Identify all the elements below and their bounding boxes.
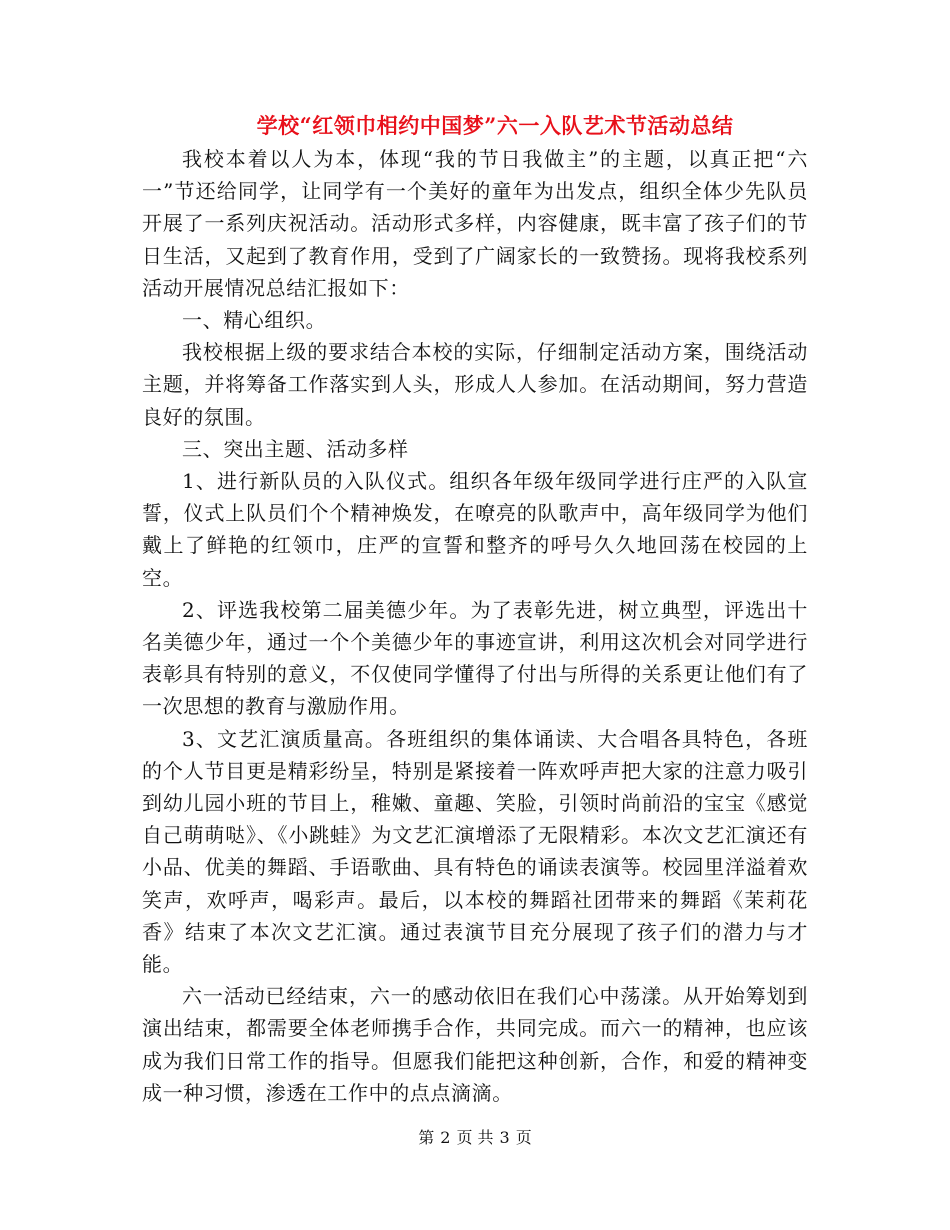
paragraph-item-3: 3、文艺汇演质量高。各班组织的集体诵读、大合唱各具特色，各班的个人节目更是精彩纷呈，特别是紧接着一阵欢呼声把大家的注意力吸引到幼儿园小班的节目上，稚嫩、童趣、笑脸，引领时尚前沿的宝宝《感觉自己萌萌哒》、《小跳蛙》为文艺汇演增添了无限精彩。本次文艺汇演还有小品、优美的舞蹈、手语歌曲、具有特色的诵读表演等。校园里洋溢着欢笑声，欢呼声，喝彩声。最后，以本校的舞蹈社团带来的舞蹈《茉莉花香》结束了本次文艺汇演。通过表演节目充分展现了孩子们的潜力与才能。 <box>142 726 808 977</box>
paragraph-item-1: 1、进行新队员的入队仪式。组织各年级年级同学进行庄严的入队宣誓，仪式上队员们个个精神焕发，在嘹亮的队歌声中，高年级同学为他们戴上了鲜艳的红领巾，庄严的宣誓和整齐的呼号久久地回荡在校园的上空。 <box>142 469 808 590</box>
footer-suffix: 页 <box>515 1128 532 1147</box>
footer-page-current: 2 <box>440 1128 451 1147</box>
paragraph-organize: 我校根据上级的要求结合本校的实际，仔细制定活动方案，围绕活动主题，并将筹备工作落实到人头，形成人人参加。在活动期间，努力营造良好的氛围。 <box>142 340 808 429</box>
paragraph-item-2: 2、评选我校第二届美德少年。为了表彰先进，树立典型，评选出十名美德少年，通过一个个美德少年的事迹宣讲，利用这次机会对同学进行表彰具有特别的意义，不仅使同学懂得了付出与所得的关系更让他们有了一次思想的教育与激励作用。 <box>142 597 808 719</box>
paragraph-conclusion: 六一活动已经结束，六一的感动依旧在我们心中荡漾。从开始筹划到演出结束，都需要全体老师携手合作，共同完成。而六一的精神，也应该成为我们日常工作的指导。但愿我们能把这种创新，合作，和爱的精神变成一种习惯，渗透在工作中的点点滴滴。 <box>142 984 808 1105</box>
page-footer <box>0 1125 950 1148</box>
section-heading-organize: 一、精心组织。 <box>182 308 327 333</box>
paragraph-intro: 我校本着以人为本，体现“我的节日我做主”的主题，以真正把“六一”节还给同学，让同学有一个美好的童年为出发点，组织全体少先队员开展了一系列庆祝活动。活动形式多样，内容健康，既丰富了孩子们的节日生活，又起到了教育作用，受到了广阔家长的一致赞扬。现将我校系列活动开展情况总结汇报如下： <box>142 147 808 300</box>
footer-mid: 页 共 <box>456 1128 494 1147</box>
footer-page-total: 3 <box>499 1128 510 1147</box>
footer-prefix: 第 <box>418 1128 435 1147</box>
document-body <box>142 143 808 1109</box>
document-title: 学校“红领巾相约中国梦”六一入队艺术节活动总结 <box>256 113 734 138</box>
section-heading-theme: 三、突出主题、活动多样 <box>182 436 409 461</box>
